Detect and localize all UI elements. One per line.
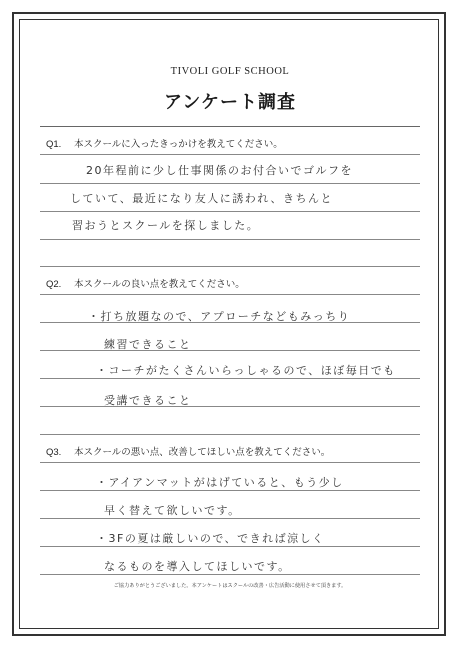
question-number: Q3. <box>46 447 62 458</box>
footer-note: ご協力ありがとうございました。本アンケートはスクールの改善・広告活動に使用させて頂きます。 <box>113 583 347 589</box>
answer-line <box>40 378 420 379</box>
answer-text: ・アイアンマットがはげていると、もう少し <box>96 476 344 489</box>
question-number: Q2. <box>46 279 62 290</box>
answer-line <box>40 266 420 267</box>
answer-text: 早く替えて欲しいです。 <box>104 504 241 517</box>
survey-title: アンケート調査 <box>164 92 296 113</box>
question-number: Q1. <box>46 139 62 150</box>
answer-line <box>40 546 420 547</box>
answer-text: 習おうとスクールを探しました。 <box>72 219 260 232</box>
answer-text: 練習できること <box>104 338 192 351</box>
question-text: 本スクールに入ったきっかけを教えてください。 <box>74 139 283 150</box>
divider <box>40 126 420 127</box>
question-3 <box>46 444 330 458</box>
answer-text: 20年程前に少し仕事関係のお付合いでゴルフを <box>86 164 353 177</box>
answer-line <box>40 462 420 463</box>
answer-line <box>40 490 420 491</box>
answer-line <box>40 211 420 212</box>
answer-line <box>40 239 420 240</box>
answer-line <box>40 574 420 575</box>
answer-line <box>40 406 420 407</box>
question-2 <box>46 276 245 290</box>
answer-line <box>40 434 420 435</box>
question-text: 本スクールの悪い点、改善してほしい点を教えてください。 <box>74 447 331 458</box>
answer-line <box>40 183 420 184</box>
answer-text: ・コーチがたくさんいらっしゃるので、ほぼ毎日でも <box>96 364 396 377</box>
answer-text: なるものを導入してほしいです。 <box>104 560 291 573</box>
answer-line <box>40 322 420 323</box>
answer-text: ・打ち放題なので、アプローチなどもみっちり <box>88 310 351 323</box>
question-text: 本スクールの良い点を教えてください。 <box>74 279 245 290</box>
answer-line <box>40 350 420 351</box>
answer-line <box>40 154 420 155</box>
answer-text: ・3Fの夏は厳しいので、できれば涼しく <box>96 532 325 545</box>
answer-line <box>40 518 420 519</box>
answer-text: 受講できること <box>104 394 192 407</box>
question-1 <box>46 136 283 150</box>
school-name: TIVOLI GOLF SCHOOL <box>170 66 290 77</box>
answer-line <box>40 294 420 295</box>
answer-text: していて、最近になり友人に誘われ、きちんと <box>70 192 333 205</box>
